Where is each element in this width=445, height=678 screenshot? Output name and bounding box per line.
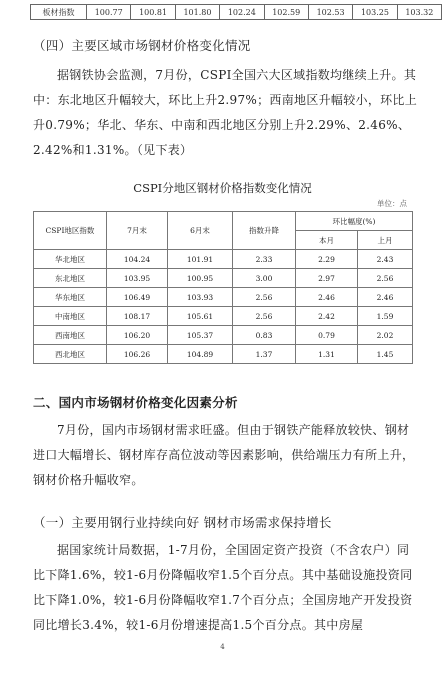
paragraph-investment: 据国家统计局数据，1-7月份，全国固定资产投资（不含农户）同比下降1.6%，较1-6月份降幅收窄1.5个百分点。其中基础设施投资同比下降1.0%，较1-6月份降幅收窄1.7个百分点；全国房地产开发投资同比增长3.4%，较1-6月份增速提高1.5个百分点。其中房屋 — [33, 543, 413, 632]
section-heading-regional: （四）主要区域市场钢材价格变化情况 — [33, 38, 251, 53]
regional-price-index-table — [33, 211, 413, 364]
header-region: CSPI地区指数 — [34, 212, 107, 250]
table-cell: 中南地区 — [34, 307, 107, 326]
table-cell: 108.17 — [107, 307, 168, 326]
table-cell: 2.56 — [233, 288, 296, 307]
table-cell: 102.53 — [308, 5, 352, 20]
table-cell: 2.97 — [296, 269, 358, 288]
table-cell: 103.93 — [168, 288, 233, 307]
table-cell: 2.29 — [296, 250, 358, 269]
table-row — [34, 269, 413, 288]
table-header-row — [34, 212, 413, 231]
header-june-end: 6月末 — [168, 212, 233, 250]
table-cell: 103.32 — [397, 5, 441, 20]
table-cell: 西南地区 — [34, 326, 107, 345]
paragraph-factors: 7月份，国内市场钢材需求旺盛。但由于钢铁产能释放较快、钢材进口大幅增长、钢材库存高位波动等因素影响，供给端压力有所上升，钢材价格升幅收窄。 — [33, 423, 415, 487]
table-row — [34, 288, 413, 307]
table-cell: 106.49 — [107, 288, 168, 307]
table-cell: 103.25 — [353, 5, 397, 20]
table-cell: 1.37 — [233, 345, 296, 364]
paragraph-regional-prices: 据钢铁协会监测，7月份，CSPI全国六大区域指数均继续上升。其中：东北地区升幅较大，环比上升2.97%；西南地区升幅较小，环比上升0.79%；华北、华东、中南和西北地区分别上升2.29%、2.46%、2.42%和1.31%。（见下表） — [33, 68, 418, 157]
previous-table-fragment — [30, 4, 442, 20]
table-row — [34, 307, 413, 326]
table-cell: 1.59 — [358, 307, 413, 326]
table-cell: 103.95 — [107, 269, 168, 288]
table-cell: 101.91 — [168, 250, 233, 269]
header-this-month: 本月 — [296, 231, 358, 250]
table-cell: 106.20 — [107, 326, 168, 345]
table-cell: 华北地区 — [34, 250, 107, 269]
table-cell: 1.45 — [358, 345, 413, 364]
table-cell: 100.81 — [131, 5, 175, 20]
table-cell: 101.80 — [175, 5, 219, 20]
header-last-month: 上月 — [358, 231, 413, 250]
table-cell: 2.02 — [358, 326, 413, 345]
table-cell: 105.37 — [168, 326, 233, 345]
table-cell: 104.89 — [168, 345, 233, 364]
table-cell: 1.31 — [296, 345, 358, 364]
table-cell: 西北地区 — [34, 345, 107, 364]
table-row — [31, 5, 442, 20]
table-cell: 2.43 — [358, 250, 413, 269]
header-mom-change: 环比幅度(%) — [296, 212, 413, 231]
table-cell: 0.79 — [296, 326, 358, 345]
table-row — [34, 326, 413, 345]
table-title: CSPI分地区钢材价格指数变化情况 — [133, 181, 312, 195]
table-cell: 2.46 — [358, 288, 413, 307]
table-unit: 单位：点 — [377, 199, 407, 208]
header-index-change: 指数升降 — [233, 212, 296, 250]
table-cell: 106.26 — [107, 345, 168, 364]
table-cell: 100.95 — [168, 269, 233, 288]
table-cell: 2.56 — [233, 307, 296, 326]
table-cell: 东北地区 — [34, 269, 107, 288]
table-cell: 102.59 — [264, 5, 308, 20]
table-cell: 2.33 — [233, 250, 296, 269]
table-cell: 华东地区 — [34, 288, 107, 307]
section-heading-factors: 二、国内市场钢材价格变化因素分析 — [33, 395, 238, 410]
table-cell: 105.61 — [168, 307, 233, 326]
page-number: 4 — [220, 643, 225, 651]
table-row — [34, 345, 413, 364]
table-cell: 100.77 — [87, 5, 131, 20]
header-july-end: 7月末 — [107, 212, 168, 250]
table-cell: 0.83 — [233, 326, 296, 345]
table-row — [34, 250, 413, 269]
table-cell: 104.24 — [107, 250, 168, 269]
table-cell: 2.56 — [358, 269, 413, 288]
table-cell: 板材指数 — [31, 5, 87, 20]
table-cell: 3.00 — [233, 269, 296, 288]
subsection-heading-demand: （一）主要用钢行业持续向好 钢材市场需求保持增长 — [33, 515, 332, 530]
table-cell: 2.46 — [296, 288, 358, 307]
table-cell: 102.24 — [220, 5, 264, 20]
table-cell: 2.42 — [296, 307, 358, 326]
